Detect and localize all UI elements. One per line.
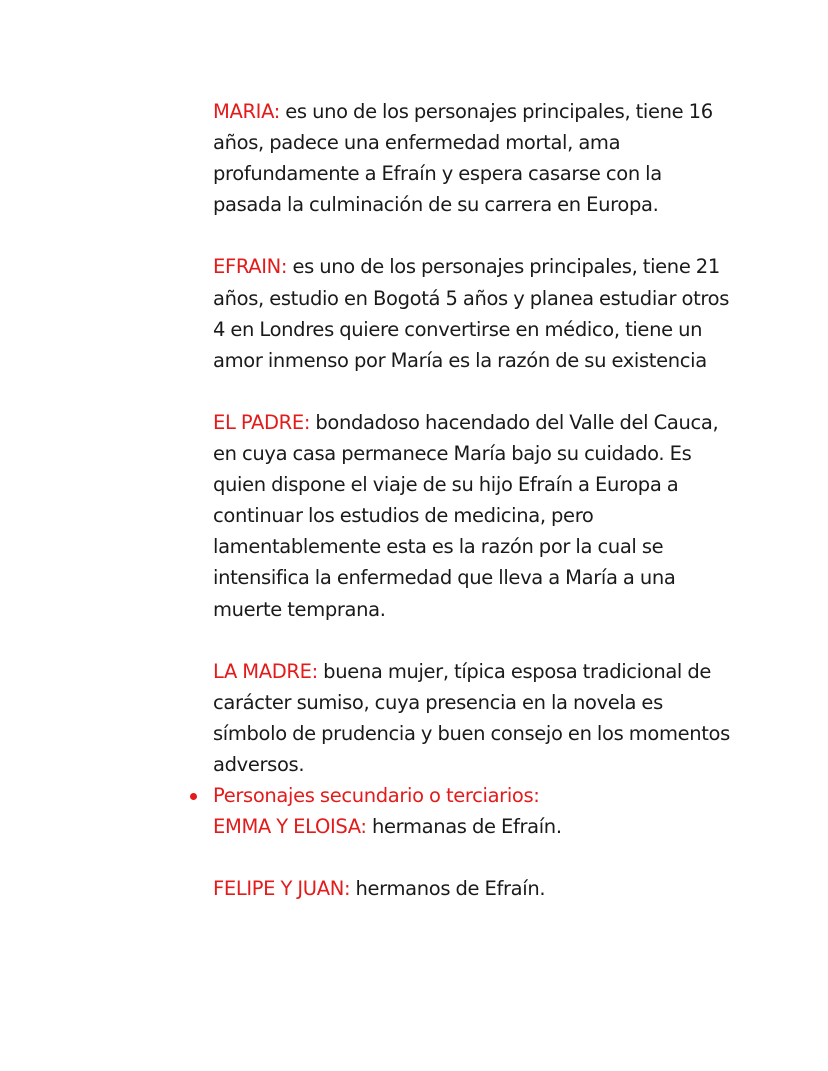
secondary-entry-felipe-juan (213, 873, 733, 904)
secondary-characters-heading: Personajes secundario o terciarios: (213, 784, 540, 808)
character-description: bondadoso hacendado del Valle del Cauca, en cuya casa permanece María bajo su cuidado. Es quien dispone el viaje de su hijo Efraín a Europa a continuar los estudios de medicina, pero lamentablemente esta es la razón por la cual se intensifica la enfermedad que lleva a María a una muerte temprana. (213, 410, 719, 621)
character-name: EFRAIN: (213, 255, 288, 279)
character-description: hermanos de Efraín. (350, 877, 546, 901)
character-description: hermanas de Efraín. (366, 815, 562, 839)
document-page (213, 96, 733, 936)
character-description: es uno de los personajes principales, tiene 16 años, padece una enfermedad mortal, ama profundamente a Efraín y espera casarse con la pasada la culminación de su carrera en Europa. (213, 100, 713, 217)
character-description: es uno de los personajes principales, tiene 21 años, estudio en Bogotá 5 años y planea estudiar otros 4 en Londres quiere convertirse en médico, tiene un amor inmenso por María es la razón de su existencia (213, 255, 730, 372)
secondary-entry-emma-eloisa (213, 811, 733, 842)
character-name: LA MADRE: (213, 659, 318, 683)
character-name: EMMA Y ELOISA: (213, 815, 367, 839)
character-entry-efrain (213, 251, 733, 375)
character-entry-maria (213, 96, 733, 220)
secondary-characters-list (213, 780, 733, 904)
character-name: MARIA: (213, 100, 280, 123)
bullet-icon (190, 793, 197, 800)
character-entry-el-padre (213, 407, 733, 625)
character-description: buena mujer, típica esposa tradicional de carácter sumiso, cuya presencia en la novela es símbolo de prudencia y buen consejo en los momentos adversos. (213, 659, 730, 776)
character-name: EL PADRE: (213, 410, 311, 434)
character-name: FELIPE Y JUAN: (213, 877, 351, 901)
character-entry-la-madre (213, 656, 733, 780)
